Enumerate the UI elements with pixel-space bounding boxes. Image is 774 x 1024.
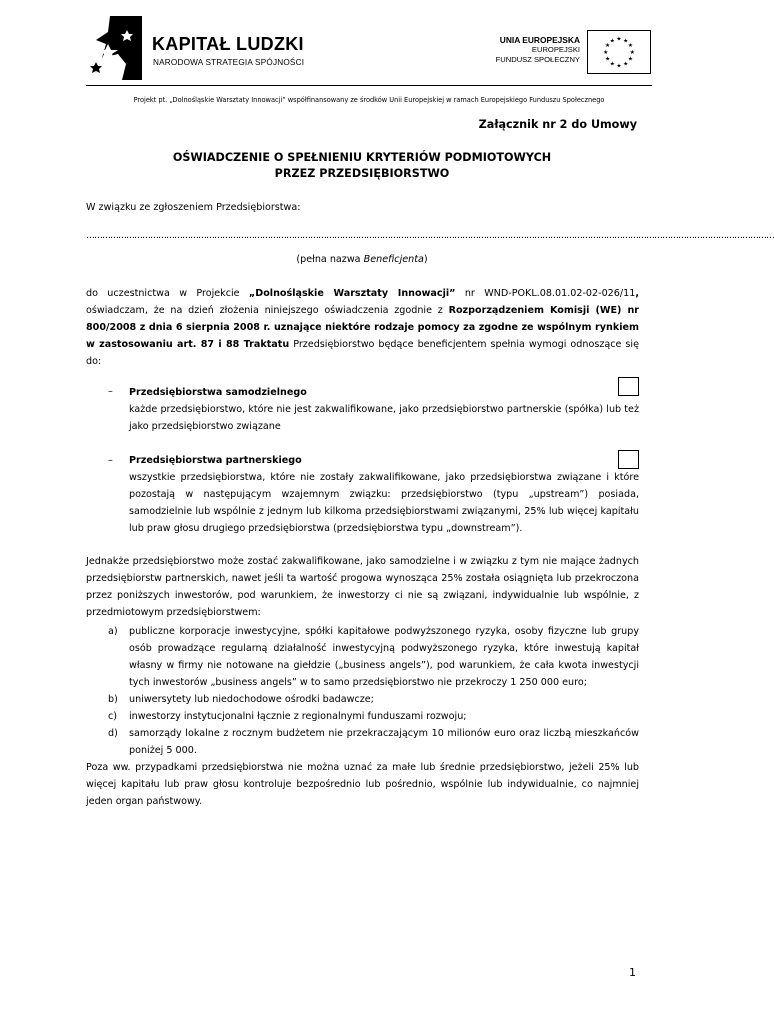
option-dash: – xyxy=(108,455,113,466)
however-paragraph: Jednakże przedsiębiorstwo może zostać zakwalifikowane, jako samodzielne i w związku z tym nie mające żadnych przedsiębiorstw partnerskich, nawet jeśli ta wartość progowa wynosząca 25% została osiągnięta lub przekroczona przez poniższych inwestorów, pod warunkiem, że inwestorzy ci nie są związani, indywidualnie lub wspólnie, z przedmiotowym przedsiębiorstwem: xyxy=(86,556,639,618)
declaration-text-1: do uczestnictwa w Projekcie xyxy=(86,288,249,299)
caption-prefix: (pełna nazwa xyxy=(296,254,364,265)
logo-title: KAPITAŁ LUDZKI xyxy=(152,34,304,54)
checkbox-independent[interactable] xyxy=(618,377,639,396)
svg-text:★: ★ xyxy=(604,43,611,50)
caption-italic: Beneficjenta xyxy=(363,254,424,265)
project-cofinancing-line: Projekt pt. „Dolnośląskie Warsztaty Innowacji” współfinansowany ze środków Unii Europejskiej w ramach Europejskiego Funduszu Społecznego xyxy=(133,96,605,104)
svg-text:★: ★ xyxy=(616,36,622,43)
logo-subtitle: NARODOWA STRATEGIA SPÓJNOŚCI xyxy=(153,58,305,67)
eu-label-line3: FUNDUSZ SPOŁECZNY xyxy=(495,55,580,64)
eu-fund-label xyxy=(492,35,580,65)
closing-paragraph: Poza ww. przypadkami przedsiębiorstwa nie można uznać za małe lub średnie przedsiębiorstwo, jeżeli 25% lub więcej kapitału lub praw głosu kontroluje bezpośrednio lub pośrednio, wspólnie lub indywidualnie, co najmniej jeden organ państwowy. xyxy=(86,762,639,807)
svg-text:★: ★ xyxy=(627,43,634,50)
document-title xyxy=(86,150,638,182)
page-number: 1 xyxy=(629,966,636,979)
checkbox-partner[interactable] xyxy=(618,450,639,469)
declaration-text-4: Przedsiębiorstwo będące beneficjentem spełnia wymogi odnoszące się do: xyxy=(86,339,639,367)
regulation-reference: Rozporządzeniem Komisji (WE) nr 800/2008 z dnia 6 sierpnia 2008 r. uznające niektóre rodzaje pomocy za zgodne ze wspólnym rynkiem w zastosowaniu art. 87 i 88 Traktatu xyxy=(86,305,639,350)
investor-item: inwestorzy instytucjonalni łącznie z regionalnymi funduszami rozwoju; xyxy=(129,711,467,722)
list-marker: b) xyxy=(108,694,118,705)
investor-item: samorządy lokalne z rocznym budżetem nie przekraczającym 10 milionów euro oraz liczbą mieszkańców poniżej 5 000. xyxy=(129,728,639,756)
project-name: „Dolnośląskie Warsztaty Innowacji” xyxy=(248,288,456,299)
option-desc-partner: wszystkie przedsiębiorstwa, które nie zostały zakwalifikowane, jako przedsiębiorstwa związane i które pozostają w następującym wzajemnym związku: przedsiębiorstwo (typu „upstream”) posiada, samodzielnie lub wspólnie z jednym lub kilkoma przedsiębiorstwami związanymi, 25% lub więcej kapitału lub praw głosu drugiego przedsiębiorstwa (przedsiębiorstwa typu „downstream”). xyxy=(129,472,639,534)
svg-text:★: ★ xyxy=(609,38,615,45)
intro-text: W związku ze zgłoszeniem Przedsiębiorstwa: xyxy=(86,202,301,213)
declaration-text-2: nr WND-POKL.08.01.02-02-026/11 xyxy=(455,288,636,299)
kapital-ludzki-logo-icon xyxy=(92,14,144,82)
svg-text:★: ★ xyxy=(627,56,634,63)
option-dash: – xyxy=(108,386,113,397)
svg-text:★: ★ xyxy=(616,63,622,70)
svg-text:★: ★ xyxy=(623,38,629,45)
svg-text:★: ★ xyxy=(604,56,611,63)
eu-label-line1: UNIA EUROPEJSKA xyxy=(499,35,580,45)
investor-item: publiczne korporacje inwestycyjne, spółki kapitałowe podwyższonego ryzyka, osoby fizyczne lub grupy osób prowadzące regularną działalność inwestycyjną podwyższonego ryzyka, które inwestują kapitał własny w firmy nie notowane na giełdzie („business angels”), pod warunkiem, że cała kwota inwestycji tych inwestorów „business angels” w to samo przedsiębiorstwo nie przekroczy 1 250 000 euro; xyxy=(129,626,639,688)
svg-text:★: ★ xyxy=(603,49,609,56)
annex-label: Załącznik nr 2 do Umowy xyxy=(478,118,637,131)
declaration-text-3: oświadczam, że na dzień złożenia niniejszego oświadczenia zgodnie z xyxy=(86,305,449,316)
option-label-partner: Przedsiębiorstwa partnerskiego xyxy=(129,455,302,466)
caption-suffix: ) xyxy=(423,254,428,265)
investor-item: uniwersytety lub niedochodowe ośrodki badawcze; xyxy=(129,694,374,705)
title-line-2: PRZEZ PRZEDSIĘBIORSTWO xyxy=(274,167,450,180)
eu-flag-icon xyxy=(587,30,651,74)
option-desc-independent: każde przedsiębiorstwo, które nie jest zakwalifikowane, jako przedsiębiorstwo partnerskie (spółka) lub też jako przedsiębiorstwo związane xyxy=(129,404,639,432)
declaration-paragraph xyxy=(86,285,639,370)
option-label-independent: Przedsiębiorstwa samodzielnego xyxy=(129,387,307,398)
company-name-blank-line: …………………………………………………………………………………………………………………………………………………………………………………………………………………………………… xyxy=(86,231,774,241)
list-marker: d) xyxy=(108,728,118,739)
list-marker: a) xyxy=(108,626,118,637)
svg-text:★: ★ xyxy=(629,49,635,56)
company-name-caption xyxy=(86,251,638,268)
svg-text:★: ★ xyxy=(609,61,615,68)
eu-label-line2: EUROPEJSKI xyxy=(531,45,580,54)
header-divider xyxy=(86,85,652,86)
list-marker: c) xyxy=(108,711,118,722)
title-line-1: OŚWIADCZENIE O SPEŁNIENIU KRYTERIÓW PODMIOTOWYCH xyxy=(172,151,552,164)
declaration-comma: , xyxy=(635,288,639,299)
svg-text:★: ★ xyxy=(623,61,629,68)
